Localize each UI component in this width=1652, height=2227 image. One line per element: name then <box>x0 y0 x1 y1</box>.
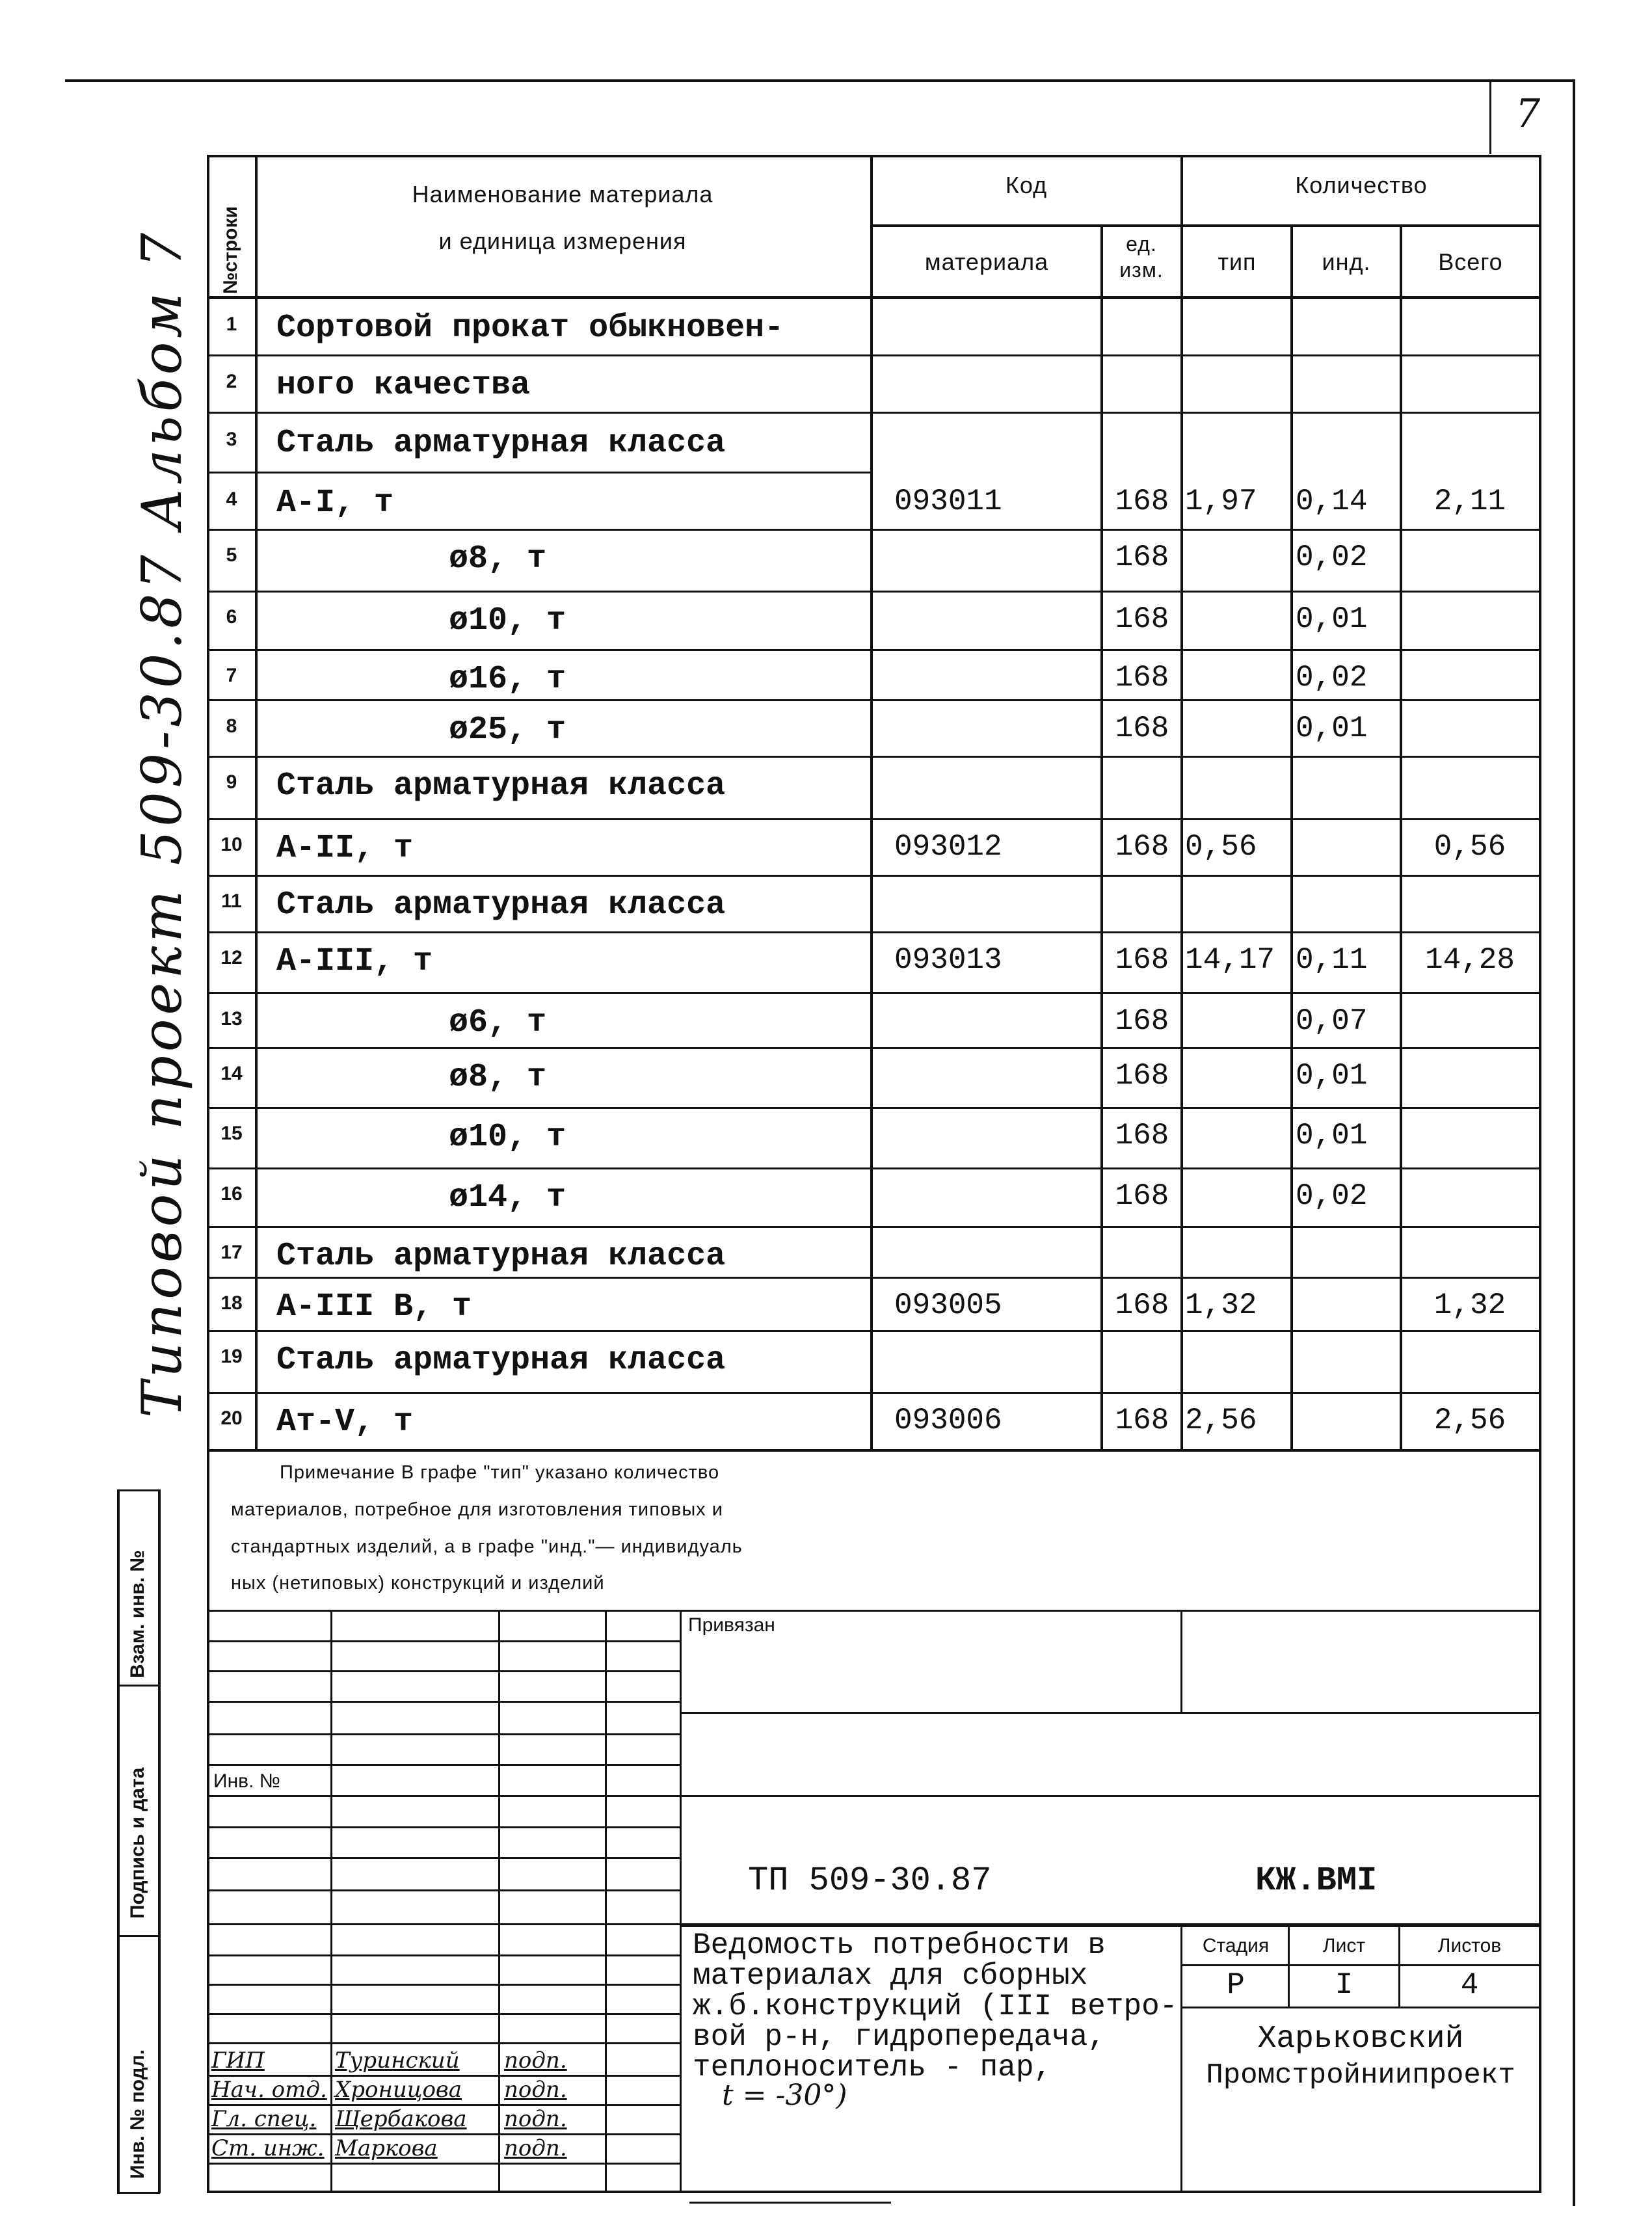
side-strip-right <box>158 1489 161 2193</box>
stage-value: Р <box>1227 1968 1245 2002</box>
row-qty-ind: 0,01 <box>1296 1059 1368 1093</box>
row-unit: 168 <box>1115 1059 1169 1093</box>
row-material-name: ø10, т <box>449 1119 566 1156</box>
sig-row <box>207 2163 680 2165</box>
col-line-rownum <box>255 155 258 1449</box>
row-sep <box>207 1047 1541 1049</box>
col-line-name <box>870 155 873 1449</box>
row-number: 15 <box>220 1123 243 1144</box>
side-strip-top <box>117 1489 160 1491</box>
row-unit: 168 <box>1115 1288 1169 1322</box>
row-qty-ind: 0,01 <box>1296 712 1368 745</box>
row-unit: 168 <box>1115 540 1169 574</box>
col-line-code <box>1100 224 1103 1449</box>
row-number: 19 <box>220 1346 243 1367</box>
row-unit: 168 <box>1115 661 1169 695</box>
note-line1: Примечание В графе "тип" указано количество <box>280 1462 720 1483</box>
row-material-name: А-III, т <box>276 943 433 980</box>
row-material-name: ø10, т <box>449 602 566 639</box>
sheet-label: Лист <box>1322 1935 1366 1956</box>
row-qty-ind: 0,02 <box>1296 1179 1368 1213</box>
side-inv: Инв. № подл. <box>127 2049 148 2179</box>
row-material-name: Ат-V, т <box>276 1404 414 1441</box>
col-line-ind <box>1400 224 1402 1449</box>
right-border <box>1573 79 1575 2206</box>
row-material-name: ø16, т <box>449 661 566 698</box>
rownum-header: №строки <box>220 206 241 294</box>
side-strip-bottom <box>117 2192 160 2194</box>
title-row-top <box>680 1925 1541 1927</box>
row-material-name: Сталь арматурная класса <box>276 887 726 924</box>
signer-signature: подп. <box>504 2077 567 2103</box>
row-number: 12 <box>220 947 243 968</box>
sig-row <box>207 1857 680 1859</box>
row-sep <box>207 1226 1541 1228</box>
sig-row <box>207 2013 680 2015</box>
row-number: 7 <box>226 665 237 686</box>
signer-role: Гл. спец. <box>211 2106 317 2132</box>
org-line1: Харьковский <box>1257 2021 1464 2057</box>
row-number: 8 <box>226 715 237 737</box>
row-code: 093006 <box>894 1404 1002 1437</box>
row-number: 20 <box>220 1407 243 1429</box>
row-unit: 168 <box>1115 1179 1169 1213</box>
row-number: 10 <box>220 834 243 855</box>
row-unit: 168 <box>1115 1004 1169 1038</box>
privyazan-label: Привязан <box>688 1614 775 1636</box>
row-material-name: А-I, т <box>276 485 394 522</box>
row-number: 2 <box>226 371 237 392</box>
side-podpis: Подпись и дата <box>127 1767 148 1919</box>
name-header-line2: и единица измерения <box>438 228 687 254</box>
row-unit: 168 <box>1115 1119 1169 1153</box>
signer-name: Маркова <box>335 2135 438 2161</box>
title-line6: t = -30°) <box>722 2079 847 2112</box>
stamp-right <box>1539 1452 1541 2193</box>
sig-row <box>207 1889 680 1891</box>
row-sep <box>207 1167 1541 1169</box>
row-sep <box>207 472 870 473</box>
row-code: 093012 <box>894 830 1002 864</box>
title-line4: вой р-н, гидропередача, <box>693 2020 1106 2054</box>
row-sep <box>207 354 1541 356</box>
sub-ind-header: инд. <box>1322 248 1371 275</box>
side-strip-sep <box>117 1685 160 1687</box>
sig-row <box>207 1826 680 1828</box>
row-number: 3 <box>226 429 237 450</box>
signer-role: ГИП <box>211 2047 265 2074</box>
row-number: 11 <box>221 890 242 912</box>
row-qty-ind: 0,14 <box>1296 485 1368 518</box>
stamp-bottom <box>207 2191 1541 2193</box>
sub-tip-header: тип <box>1218 248 1257 275</box>
row-unit: 168 <box>1115 602 1169 636</box>
sig-row <box>207 2042 680 2044</box>
row-qty-total: 14,28 <box>1424 943 1515 977</box>
row-code: 093005 <box>894 1288 1002 1322</box>
row-qty-ind: 0,11 <box>1296 943 1368 977</box>
header-bottom <box>207 296 1541 299</box>
stamp-left <box>207 1452 209 2193</box>
sheets-value: 4 <box>1460 1968 1479 2002</box>
stamp-top <box>207 1610 1541 1612</box>
title-line3: ж.б.конструкций (III ветро- <box>693 1990 1178 2023</box>
row-qty-total: 1,32 <box>1433 1288 1506 1322</box>
row-unit: 168 <box>1115 485 1169 518</box>
row-material-name: А-III В, т <box>276 1288 472 1326</box>
signer-signature: подп. <box>504 2135 567 2161</box>
name-header-line1: Наименование материала <box>412 181 713 207</box>
signer-role: Нач. отд. <box>211 2077 327 2103</box>
header-sub-line <box>870 224 1541 227</box>
row-qty-total: 0,56 <box>1433 830 1506 864</box>
sig-row <box>207 1733 680 1735</box>
page-number: 7 <box>1515 91 1541 137</box>
row-sep <box>207 649 1541 651</box>
stage-label: Стадия <box>1202 1935 1270 1956</box>
row-sep <box>207 699 1541 701</box>
row-qty-ind: 0,01 <box>1296 1119 1368 1153</box>
stage-labels-bottom <box>1180 1964 1541 1966</box>
doc-code: ТП 509-30.87 <box>748 1861 992 1900</box>
side-strip-left <box>117 1489 120 2193</box>
signer-signature: подп. <box>504 2047 567 2074</box>
side-vzam: Взам. инв. № <box>127 1550 148 1678</box>
title-line2: материалах для сборных <box>693 1959 1088 1993</box>
row-qty-tip: 1,32 <box>1185 1288 1257 1322</box>
row-qty-tip: 2,56 <box>1185 1404 1257 1437</box>
sig-row <box>207 1701 680 1703</box>
col-line-right <box>1539 155 1541 1449</box>
row-material-name: ø6, т <box>449 1004 547 1041</box>
row-qty-total: 2,11 <box>1433 485 1506 518</box>
row-material-name: Сталь арматурная класса <box>276 425 726 462</box>
row-number: 6 <box>226 606 237 628</box>
row-material-name: ø25, т <box>449 712 566 749</box>
row-unit: 168 <box>1115 712 1169 745</box>
sig-row <box>207 1795 1541 1797</box>
side-strip-sep <box>117 1935 160 1937</box>
sig-row <box>207 1954 680 1956</box>
row-sep <box>207 1392 1541 1394</box>
bottom-mark <box>689 2202 891 2204</box>
row-qty-ind: 0,01 <box>1296 602 1368 636</box>
row-number: 9 <box>226 771 237 793</box>
row-qty-ind: 0,02 <box>1296 661 1368 695</box>
row-material-name: Сталь арматурная класса <box>276 1342 726 1379</box>
row-code: 093013 <box>894 943 1002 977</box>
row-unit: 168 <box>1115 943 1169 977</box>
sub-total-header: Всего <box>1438 248 1503 275</box>
row-sep <box>207 412 1541 414</box>
note-line2: материалов, потребное для изготовления типовых и <box>231 1499 723 1520</box>
row-sep <box>207 992 1541 994</box>
row-qty-ind: 0,07 <box>1296 1004 1368 1038</box>
row-code: 093011 <box>894 485 1002 518</box>
row-material-name: Сталь арматурная класса <box>276 1238 726 1275</box>
sub-material-header: материала <box>924 248 1049 275</box>
col-line-tip <box>1290 224 1293 1449</box>
row-number: 1 <box>226 313 237 335</box>
row-sep <box>207 1330 1541 1332</box>
note-line4: ных (нетиповых) конструкций и изделий <box>231 1573 605 1594</box>
privyazan-bottom <box>680 1712 1541 1714</box>
sub-unit-header: ед. изм. <box>1119 232 1164 282</box>
row-material-name: Сталь арматурная класса <box>276 767 726 805</box>
signer-signature: подп. <box>504 2106 567 2132</box>
sig-row <box>207 1764 680 1766</box>
row-qty-tip: 14,17 <box>1185 943 1275 977</box>
row-number: 5 <box>226 544 237 566</box>
inv-no-label: Инв. № <box>213 1770 280 1792</box>
sheet-code: КЖ.ВМI <box>1255 1861 1378 1900</box>
row-qty-tip: 1,97 <box>1185 485 1257 518</box>
row-material-name: ø8, т <box>449 540 547 578</box>
row-number: 4 <box>226 488 237 510</box>
row-number: 17 <box>220 1242 243 1263</box>
row-material-name: ного качества <box>276 367 531 404</box>
row-sep <box>207 818 1541 820</box>
row-number: 18 <box>220 1292 243 1314</box>
table-top <box>207 155 1541 157</box>
sig-col <box>680 1610 682 2191</box>
sig-row <box>207 1984 680 1986</box>
page-number-box-left <box>1489 79 1491 154</box>
qty-header: Количество <box>1295 172 1428 198</box>
sheet-value: I <box>1335 1968 1353 2002</box>
row-material-name: ø8, т <box>449 1059 547 1096</box>
row-qty-tip: 0,56 <box>1185 830 1257 864</box>
signer-name: Щербакова <box>335 2106 467 2132</box>
side-title: Типовой проект 509-30.87 Альбом 7 <box>130 228 194 1418</box>
title-line1: Ведомость потребности в <box>693 1928 1106 1962</box>
row-number: 13 <box>220 1008 243 1030</box>
sig-row <box>207 1670 680 1672</box>
row-sep <box>207 756 1541 758</box>
stage-values-bottom <box>1180 2007 1541 2008</box>
row-qty-total: 2,56 <box>1433 1404 1506 1437</box>
row-unit: 168 <box>1115 830 1169 864</box>
row-sep <box>207 591 1541 593</box>
col-line-unit <box>1180 155 1183 1449</box>
note-line3: стандартных изделий, а в графе "инд."— индивидуаль <box>231 1536 743 1557</box>
row-material-name: Сортовой прокат обыкновен- <box>276 310 784 347</box>
row-material-name: ø14, т <box>449 1179 566 1216</box>
row-sep <box>207 875 1541 877</box>
signer-name: Хроницова <box>335 2077 462 2103</box>
signer-name: Туринский <box>335 2047 460 2074</box>
sig-row <box>207 1640 680 1642</box>
row-number: 14 <box>220 1063 243 1084</box>
signer-role: Ст. инж. <box>211 2135 325 2161</box>
title-line5: теплоноситель - пар, <box>693 2051 1052 2085</box>
row-sep <box>207 529 1541 531</box>
row-qty-ind: 0,02 <box>1296 540 1368 574</box>
org-line2: Промстройниипроект <box>1206 2059 1515 2092</box>
code-header: Код <box>1005 172 1048 198</box>
row-number: 16 <box>220 1183 243 1205</box>
table-bottom <box>207 1449 1541 1452</box>
row-sep <box>207 931 1541 933</box>
row-sep <box>207 1277 1541 1279</box>
row-unit: 168 <box>1115 1404 1169 1437</box>
top-rule <box>65 79 1574 82</box>
row-material-name: А-II, т <box>276 830 414 867</box>
row-sep <box>207 1107 1541 1109</box>
sheets-label: Листов <box>1437 1935 1502 1956</box>
privyazan-divider <box>1180 1610 1182 1713</box>
